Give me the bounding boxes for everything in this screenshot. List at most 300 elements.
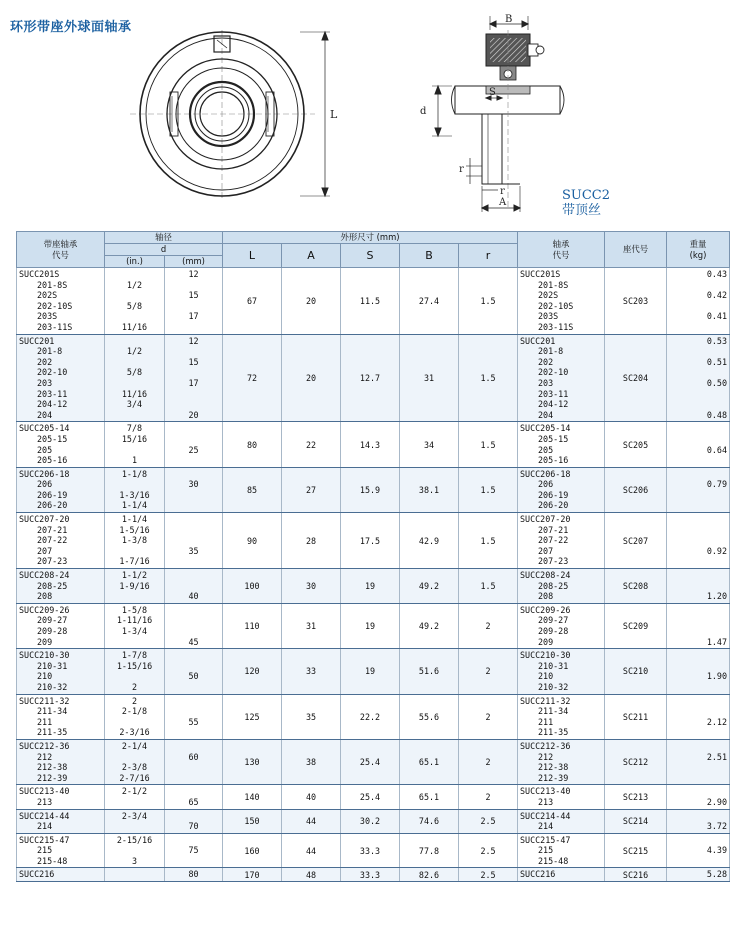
table-row <box>17 809 730 833</box>
bearing-line: 209-28 <box>538 626 569 636</box>
bearing-cell <box>518 785 605 809</box>
weight-cell <box>667 809 730 833</box>
dim-B-cell: 49.2 <box>400 569 459 604</box>
dim-r-cell: 1.5 <box>459 422 518 467</box>
bearing-line: 209-27 <box>538 615 569 626</box>
model-line: 212-38 <box>37 762 68 773</box>
table-row <box>17 513 730 569</box>
dim-L-cell: 90 <box>223 513 282 569</box>
dim-label-A: A <box>499 197 507 208</box>
bore-mm-cell <box>165 833 223 868</box>
dim-r-cell: 2 <box>459 603 518 648</box>
weight-line: 0.51 <box>706 356 728 367</box>
bore-inch-line <box>107 311 162 322</box>
bore-mm-line: 20 <box>188 409 199 420</box>
bore-mm-line: 17 <box>188 311 199 322</box>
bore-inch-line: 2-3/8 <box>121 762 148 773</box>
bearing-cell <box>518 513 605 569</box>
bearing-cell <box>518 833 605 868</box>
weight-line <box>669 696 727 707</box>
header-model <box>17 232 105 268</box>
weight-line <box>669 706 727 717</box>
dim-housing-cell: SC206 <box>605 467 667 512</box>
bearing-line: 205 <box>538 444 554 455</box>
bore-inch-line <box>107 671 162 682</box>
model-cell <box>17 649 105 694</box>
bore-mm-line: 70 <box>188 821 199 832</box>
weight-line <box>669 626 727 637</box>
table-row <box>17 785 730 809</box>
bore-mm-line <box>167 856 220 867</box>
model-line: SUCC216 <box>19 869 55 880</box>
bearing-line: 212-38 <box>538 762 569 773</box>
bore-mm-line <box>167 615 220 626</box>
bearing-line: SUCC214-44 <box>520 810 571 821</box>
bearing-cell <box>518 649 605 694</box>
bore-inch-line: 5/8 <box>126 300 143 311</box>
model-line: SUCC210-30 <box>19 650 70 661</box>
dim-A-cell: 48 <box>282 868 341 882</box>
table-row <box>17 334 730 422</box>
model-line: 207-22 <box>37 535 68 546</box>
bearing-line: 206-19 <box>538 489 569 500</box>
weight-line: 2.12 <box>706 716 728 727</box>
model-cell <box>17 569 105 604</box>
header-bore-mm: (mm) <box>165 256 223 268</box>
header-A: A <box>282 244 341 268</box>
bore-inch-line <box>107 479 162 490</box>
bore-inch-line: 11/16 <box>121 321 148 332</box>
bore-inch-line <box>107 869 162 880</box>
bore-inch-line <box>107 378 162 389</box>
header-weight-text: 重量 (kg) <box>689 238 707 260</box>
bore-mm-line <box>167 696 220 707</box>
bore-mm-line: 40 <box>188 591 199 602</box>
bore-mm-line <box>167 835 220 846</box>
dim-A-cell: 27 <box>282 467 341 512</box>
dim-L-cell: 130 <box>223 739 282 784</box>
bearing-line: 203 <box>538 377 554 388</box>
table-row <box>17 268 730 335</box>
weight-line <box>669 615 727 626</box>
dim-housing-cell: SC204 <box>605 334 667 422</box>
weight-line <box>669 389 727 400</box>
weight-line <box>669 856 727 867</box>
bore-inch-line <box>107 290 162 301</box>
weight-line <box>669 811 727 822</box>
dim-label-S: S <box>489 87 496 98</box>
table-row <box>17 603 730 648</box>
bore-inch-cell <box>105 649 165 694</box>
bore-mm-line: 12 <box>188 335 199 346</box>
bore-inch-line: 1-7/16 <box>119 556 150 567</box>
bore-mm-line <box>167 280 220 291</box>
weight-line: 0.43 <box>706 269 728 279</box>
header-B: B <box>400 244 459 268</box>
model-line: SUCC207-20 <box>19 514 70 525</box>
bore-mm-line: 15 <box>188 356 199 367</box>
dim-housing-cell: SC212 <box>605 739 667 784</box>
bearing-line: 211-34 <box>538 706 569 717</box>
dim-r-cell: 1.5 <box>459 569 518 604</box>
bore-mm-line <box>167 346 220 357</box>
bearing-line: 201-8 <box>538 346 564 357</box>
dim-S-cell: 33.3 <box>341 868 400 882</box>
model-line: 215 <box>37 845 53 856</box>
bearing-line: 213 <box>538 796 554 807</box>
table-row <box>17 739 730 784</box>
model-line: 205 <box>37 444 53 455</box>
bore-inch-line: 1/2 <box>126 346 143 357</box>
bore-mm-line <box>167 500 220 511</box>
bore-inch-line: 1-9/16 <box>119 580 150 591</box>
weight-cell <box>667 422 730 467</box>
bore-inch-line: 2-1/4 <box>121 740 148 751</box>
weight-cell <box>667 467 730 512</box>
bore-inch-cell <box>105 268 165 335</box>
bore-inch-line <box>107 797 162 808</box>
weight-line <box>669 322 727 333</box>
model-line: 211-35 <box>37 727 68 738</box>
bore-mm-line <box>167 556 220 567</box>
bore-inch-line: 2-1/8 <box>121 706 148 717</box>
bore-inch-cell <box>105 467 165 512</box>
dim-r-cell: 2.5 <box>459 868 518 882</box>
bearing-cell <box>518 334 605 422</box>
model-line: SUCC215-47 <box>19 834 70 845</box>
model-line: 201-8 <box>37 346 63 357</box>
bore-mm-line: 65 <box>188 796 199 807</box>
bore-mm-line <box>167 741 220 752</box>
dim-A-cell: 38 <box>282 739 341 784</box>
bore-inch-line: 7/8 <box>126 423 143 434</box>
bore-mm-line: 17 <box>188 377 199 388</box>
dim-A-cell: 44 <box>282 833 341 868</box>
bore-inch-line: 1-3/8 <box>121 535 148 546</box>
dim-S-cell: 30.2 <box>341 809 400 833</box>
model-cell <box>17 868 105 882</box>
bore-mm-line <box>167 706 220 717</box>
dim-housing-cell: SC215 <box>605 833 667 868</box>
table-row <box>17 868 730 882</box>
bore-inch-line <box>107 845 162 856</box>
model-line: 208 <box>37 591 53 602</box>
bore-inch-line: 2 <box>131 695 138 706</box>
bearing-cell <box>518 809 605 833</box>
model-line: 211 <box>37 716 53 727</box>
weight-line <box>669 727 727 738</box>
bore-inch-line <box>107 269 162 280</box>
weight-line: 5.28 <box>706 869 728 880</box>
model-line: SUCC205-14 <box>19 423 70 434</box>
bearing-line: SUCC201S <box>520 269 561 279</box>
dim-r-cell: 2 <box>459 649 518 694</box>
dim-S-cell: 15.9 <box>341 467 400 512</box>
bore-inch-line: 1-3/4 <box>121 626 148 636</box>
weight-line: 0.53 <box>706 335 728 346</box>
header-bore: 轴径 <box>105 232 223 244</box>
model-line: 202-10S <box>37 300 73 311</box>
bore-inch-line <box>107 821 162 832</box>
header-housing: 座代号 <box>605 232 667 268</box>
header-bore-d: d <box>105 244 223 256</box>
bearing-line: 203S <box>538 311 559 322</box>
dim-housing-cell: SC203 <box>605 268 667 335</box>
dim-housing-cell: SC213 <box>605 785 667 809</box>
model-line: 209 <box>37 636 53 647</box>
model-line: SUCC208-24 <box>19 570 70 581</box>
bearing-line: 209 <box>538 636 554 647</box>
bore-inch-line: 2-3/16 <box>119 727 150 738</box>
weight-line: 1.90 <box>706 671 728 682</box>
weight-cell <box>667 603 730 648</box>
header-dims: 外形尺寸 (mm) <box>223 232 518 244</box>
weight-line <box>669 835 727 846</box>
bore-mm-cell <box>165 603 223 648</box>
model-cell <box>17 513 105 569</box>
bearing-cell <box>518 422 605 467</box>
bore-inch-line: 1-11/16 <box>116 615 153 626</box>
bearing-line: 204-12 <box>538 399 569 410</box>
dim-A-cell: 40 <box>282 785 341 809</box>
table-row <box>17 467 730 512</box>
dim-r-cell: 2 <box>459 785 518 809</box>
bore-inch-cell <box>105 785 165 809</box>
bore-mm-line <box>167 811 220 822</box>
bore-mm-line <box>167 301 220 312</box>
bore-mm-line: 12 <box>188 269 199 279</box>
spec-table-body <box>17 268 730 882</box>
model-line: 202S <box>37 290 58 301</box>
bearing-line: 204 <box>538 409 554 420</box>
bearing-line: SUCC207-20 <box>520 514 571 525</box>
bore-mm-cell <box>165 422 223 467</box>
model-line: 211-34 <box>37 706 68 717</box>
bore-inch-line: 1-1/4 <box>121 514 148 525</box>
dim-L-cell: 150 <box>223 809 282 833</box>
bearing-drawing <box>0 0 750 230</box>
model-line: SUCC201 <box>19 335 55 346</box>
dim-L-cell: 170 <box>223 868 282 882</box>
bore-inch-line: 11/16 <box>121 388 148 399</box>
dim-S-cell: 19 <box>341 649 400 694</box>
bore-mm-line: 60 <box>188 751 199 762</box>
model-line: 205-16 <box>37 455 68 466</box>
weight-cell <box>667 694 730 739</box>
bore-inch-line: 3 <box>131 855 138 866</box>
dim-r-cell: 1.5 <box>459 467 518 512</box>
weight-line <box>669 525 727 536</box>
dim-r-cell: 1.5 <box>459 334 518 422</box>
header-S: S <box>341 244 400 268</box>
dim-B-cell: 51.6 <box>400 649 459 694</box>
dim-L-cell: 120 <box>223 649 282 694</box>
weight-line <box>669 650 727 661</box>
model-line: SUCC211-32 <box>19 695 70 706</box>
table-row <box>17 422 730 467</box>
dim-B-cell: 65.1 <box>400 739 459 784</box>
weight-line: 0.64 <box>706 444 728 455</box>
bore-mm-cell <box>165 694 223 739</box>
bore-mm-line <box>167 469 220 480</box>
bearing-line: SUCC208-24 <box>520 570 571 581</box>
model-line: 207-23 <box>37 556 68 567</box>
table-row <box>17 649 730 694</box>
dim-S-cell: 17.5 <box>341 513 400 569</box>
bore-mm-line: 15 <box>188 290 199 301</box>
model-cell <box>17 809 105 833</box>
bore-inch-cell <box>105 739 165 784</box>
dim-B-cell: 38.1 <box>400 467 459 512</box>
header-L: L <box>223 244 282 268</box>
dim-S-cell: 25.4 <box>341 739 400 784</box>
bore-inch-cell <box>105 809 165 833</box>
bore-mm-line <box>167 525 220 536</box>
model-line: 202 <box>37 356 53 367</box>
model-line: 203-11 <box>37 388 68 399</box>
model-line: 207-21 <box>37 524 68 535</box>
bearing-line: 201-8S <box>538 279 569 290</box>
weight-line <box>669 434 727 445</box>
dim-B-cell: 34 <box>400 422 459 467</box>
weight-cell <box>667 649 730 694</box>
weight-cell <box>667 739 730 784</box>
model-cell <box>17 422 105 467</box>
model-line: 212-39 <box>37 772 68 783</box>
weight-line: 0.41 <box>706 311 728 322</box>
bore-inch-line: 1-3/16 <box>119 489 150 500</box>
weight-cell <box>667 785 730 809</box>
dim-r-cell: 2 <box>459 694 518 739</box>
dim-A-cell: 30 <box>282 569 341 604</box>
weight-line <box>669 570 727 581</box>
weight-line <box>669 399 727 410</box>
bore-inch-cell <box>105 694 165 739</box>
weight-cell <box>667 268 730 335</box>
dim-B-cell: 55.6 <box>400 694 459 739</box>
weight-line: 0.92 <box>706 545 728 556</box>
dim-housing-cell: SC205 <box>605 422 667 467</box>
weight-line: 0.48 <box>706 409 728 420</box>
weight-line <box>669 280 727 291</box>
spec-table <box>16 231 730 882</box>
model-line: 207 <box>37 545 53 556</box>
model-line: SUCC201S <box>19 269 60 279</box>
dim-A-cell: 35 <box>282 694 341 739</box>
bore-mm-line <box>167 423 220 434</box>
dim-S-cell: 12.7 <box>341 334 400 422</box>
dim-S-cell: 22.2 <box>341 694 400 739</box>
bore-mm-cell <box>165 868 223 882</box>
bearing-line: SUCC201 <box>520 335 556 346</box>
bore-inch-cell <box>105 422 165 467</box>
bore-mm-line <box>167 626 220 637</box>
bearing-cell <box>518 868 605 882</box>
bore-inch-line <box>107 445 162 456</box>
dim-L-cell: 125 <box>223 694 282 739</box>
bore-inch-line: 1/2 <box>126 279 143 290</box>
bore-inch-line <box>107 637 162 648</box>
bore-mm-line <box>167 367 220 378</box>
bore-inch-line <box>107 357 162 368</box>
bearing-line: 210-32 <box>538 681 569 692</box>
weight-line <box>669 301 727 312</box>
model-cell <box>17 739 105 784</box>
weight-line <box>669 500 727 511</box>
model-cell <box>17 833 105 868</box>
bearing-line: SUCC212-36 <box>520 740 571 751</box>
side-view <box>432 16 564 212</box>
model-cell <box>17 603 105 648</box>
bearing-line: 211-35 <box>538 727 569 738</box>
bore-inch-line: 1-1/8 <box>121 468 148 479</box>
bearing-line: SUCC211-32 <box>520 695 571 706</box>
bore-mm-line <box>167 455 220 466</box>
weight-line: 2.51 <box>706 751 728 762</box>
dim-B-cell: 65.1 <box>400 785 459 809</box>
bore-inch-line: 2-7/16 <box>119 772 150 783</box>
dim-S-cell: 19 <box>341 603 400 648</box>
bearing-line: 214 <box>538 821 554 832</box>
bearing-line: SUCC210-30 <box>520 650 571 661</box>
header-r: r <box>459 244 518 268</box>
bore-mm-line: 45 <box>188 636 199 647</box>
dim-r-cell: 1.5 <box>459 513 518 569</box>
dim-A-cell: 20 <box>282 334 341 422</box>
model-line: 203S <box>37 311 58 322</box>
bore-inch-cell <box>105 334 165 422</box>
bearing-line: 206-20 <box>538 500 569 511</box>
dim-housing-cell: SC207 <box>605 513 667 569</box>
dim-A-cell: 31 <box>282 603 341 648</box>
bore-mm-line <box>167 399 220 410</box>
bore-mm-line <box>167 490 220 501</box>
table-row <box>17 569 730 604</box>
model-line: 206-19 <box>37 489 68 500</box>
bearing-line: SUCC209-26 <box>520 604 571 615</box>
bearing-cell <box>518 603 605 648</box>
bore-inch-line <box>107 546 162 557</box>
bore-inch-line: 1-15/16 <box>116 660 153 671</box>
dim-label-d: d <box>420 106 427 117</box>
weight-line <box>669 741 727 752</box>
dim-housing-cell: SC208 <box>605 569 667 604</box>
bearing-line: 203-11 <box>538 388 569 399</box>
dim-L-cell: 110 <box>223 603 282 648</box>
bore-inch-line: 1-7/8 <box>121 650 148 661</box>
dim-r-cell: 1.5 <box>459 268 518 335</box>
model-line: 212 <box>37 751 53 762</box>
model-line: 205-15 <box>37 433 68 444</box>
bore-mm-line <box>167 682 220 693</box>
dim-A-cell: 22 <box>282 422 341 467</box>
bore-mm-line <box>167 570 220 581</box>
weight-line <box>669 556 727 567</box>
dim-S-cell: 19 <box>341 569 400 604</box>
model-line: 203-11S <box>37 321 73 332</box>
bore-mm-cell <box>165 268 223 335</box>
weight-line <box>669 469 727 480</box>
bearing-line: 205-15 <box>538 433 569 444</box>
weight-line <box>669 762 727 773</box>
bore-inch-line: 1-1/4 <box>121 500 148 511</box>
dim-A-cell: 28 <box>282 513 341 569</box>
header-bearing-text: 轴承 代号 <box>552 238 570 260</box>
bearing-line: 208 <box>538 591 554 602</box>
bearing-line: 215 <box>538 845 554 856</box>
dim-label-L: L <box>330 108 338 121</box>
bore-mm-line <box>167 762 220 773</box>
